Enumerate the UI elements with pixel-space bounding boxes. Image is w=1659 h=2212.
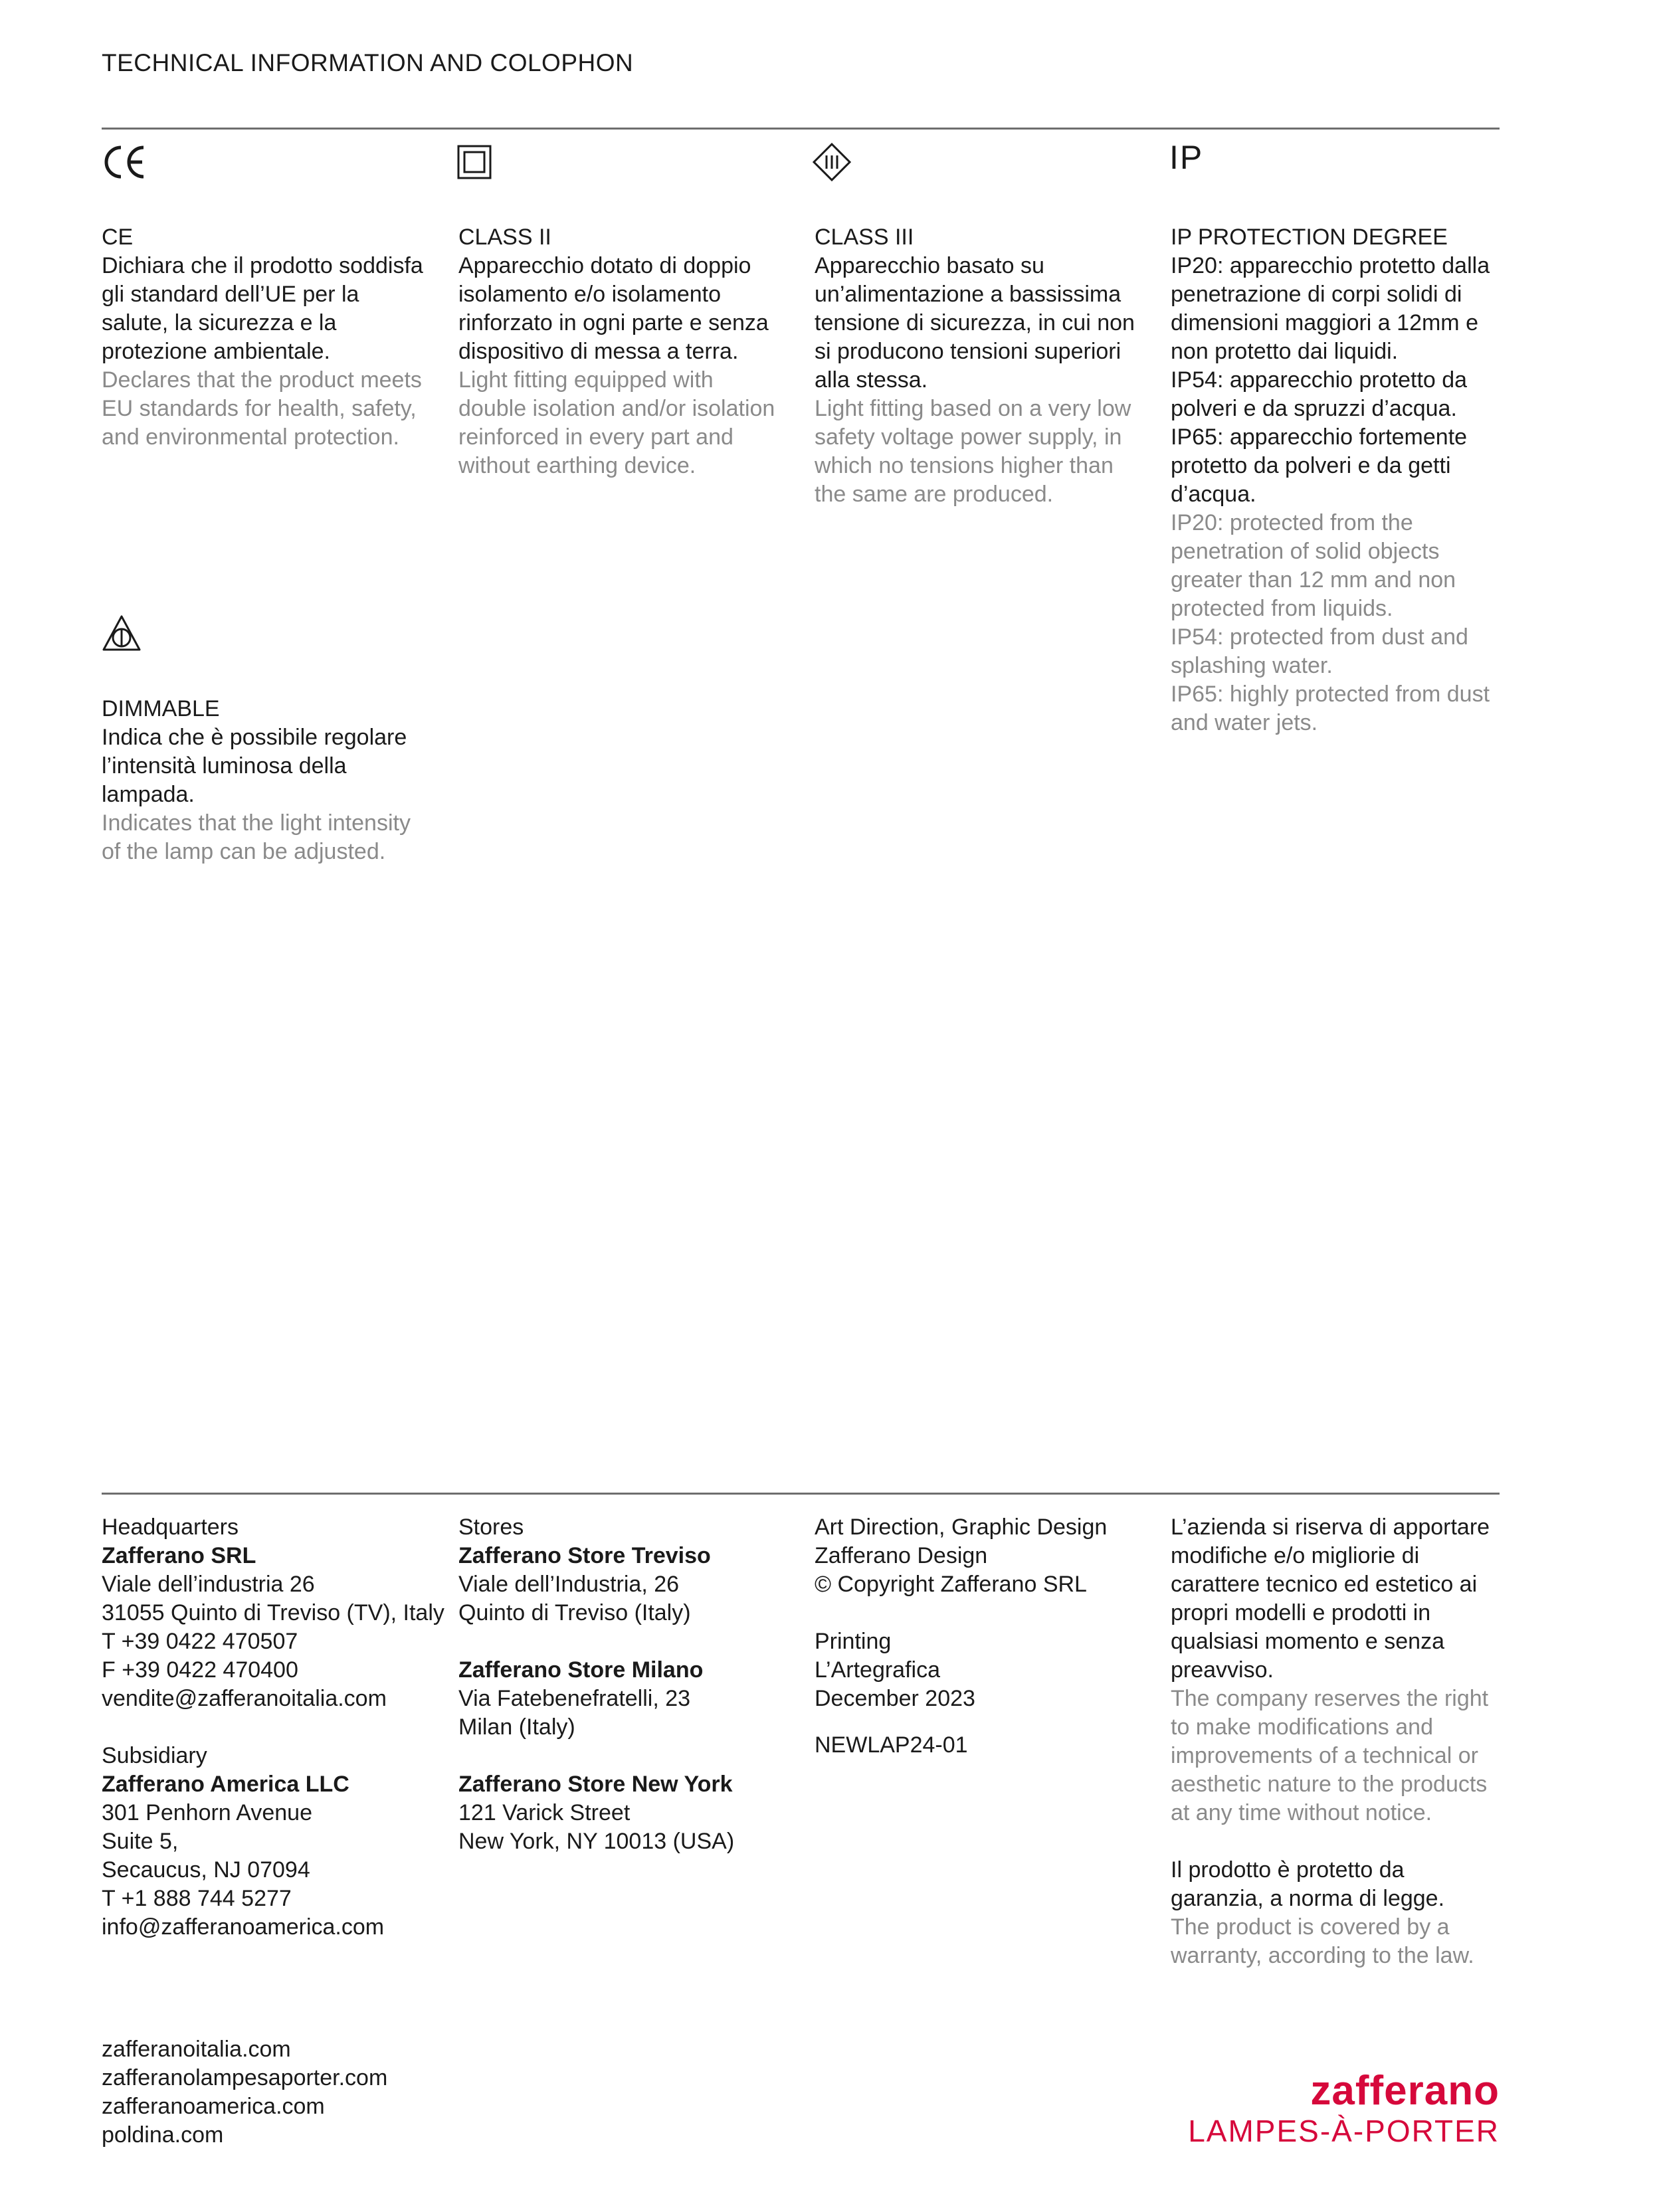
subsidiary-address1: 301 Penhorn Avenue [102, 1800, 312, 1825]
dimmable-text-en: Indicates that the light intensity of the lamp can be adjusted. [102, 810, 411, 864]
stores-block [458, 1513, 804, 1856]
warranty-text-it: Il prodotto è protetto da garanzia, a norma di legge. [1171, 1857, 1445, 1911]
headquarters-phone: T +39 0422 470507 [102, 1629, 298, 1654]
ce-mark-icon [101, 142, 147, 182]
ce-block [102, 223, 427, 452]
store-milano-line2: Milan (Italy) [458, 1714, 575, 1740]
dimmable-icon [101, 614, 142, 654]
dimmable-text-it: Indica che è possibile regolare l’intensità luminosa della lampada. [102, 725, 407, 807]
headquarters-email[interactable]: vendite@zafferanoitalia.com [102, 1686, 387, 1711]
website-link[interactable]: zafferanolampesaporter.com [102, 2065, 388, 2090]
ce-title: CE [102, 225, 134, 250]
ce-text-en: Declares that the product meets EU standards for health, safety, and environmental protection. [102, 367, 422, 450]
headquarters-company: Zafferano SRL [102, 1543, 256, 1568]
class-iii-block [815, 223, 1140, 509]
class-iii-text-en: Light fitting based on a very low safety voltage power supply, in which no tensions higher than the same are produced. [815, 396, 1131, 507]
ip20-text-it: IP20: apparecchio protetto dalla penetrazione di corpi solidi di dimensioni maggiori a 12mm e non protetto dai liquidi. [1171, 253, 1490, 364]
ip54-text-it: IP54: apparecchio protetto da polveri e da spruzzi d’acqua. [1171, 367, 1468, 421]
printer: L’Artegrafica [815, 1657, 940, 1683]
store-treviso-line1: Viale dell’Industria, 26 [458, 1572, 680, 1597]
store-milano-name: Zafferano Store Milano [458, 1657, 704, 1683]
logo-brand: zafferano [1310, 2068, 1500, 2114]
class-iii-title: CLASS III [815, 225, 914, 250]
design-credit: Zafferano Design [815, 1543, 988, 1568]
page-title: TECHNICAL INFORMATION AND COLOPHON [102, 49, 634, 76]
class-ii-title: CLASS II [458, 225, 551, 250]
headquarters-block [102, 1513, 447, 1942]
ip-block [1171, 223, 1500, 737]
class-iii-text-it: Apparecchio basato su un’alimentazione a bassissima tensione di sicurezza, in cui non si producono tensioni superiori alla stessa. [815, 253, 1135, 393]
class-iii-icon [812, 142, 852, 182]
rights-text-en: The company reserves the right to make modifications and improvements of a technical or aesthetic nature to the products at any time without notice. [1171, 1686, 1489, 1825]
dimmable-block [102, 695, 427, 866]
ip54-text-en: IP54: protected from dust and splashing water. [1171, 624, 1468, 678]
website-link[interactable]: zafferanoamerica.com [102, 2094, 325, 2119]
print-date: December 2023 [815, 1686, 975, 1711]
copyright: © Copyright Zafferano SRL [815, 1572, 1087, 1597]
ce-text-it: Dichiara che il prodotto soddisfa gli standard dell’UE per la salute, la sicurezza e la protezione ambientale. [102, 253, 423, 364]
dimmable-title: DIMMABLE [102, 696, 220, 721]
credits-block [815, 1513, 1160, 1760]
subsidiary-address2: Suite 5, [102, 1829, 179, 1854]
headquarters-fax: F +39 0422 470400 [102, 1657, 298, 1683]
store-treviso-name: Zafferano Store Treviso [458, 1543, 711, 1568]
subsidiary-phone: T +1 888 744 5277 [102, 1886, 292, 1911]
zafferano-logo [1188, 2070, 1500, 2150]
headquarters-label: Headquarters [102, 1515, 239, 1540]
printing-label: Printing [815, 1629, 892, 1654]
class-ii-block [458, 223, 784, 480]
store-newyork-name: Zafferano Store New York [458, 1772, 733, 1797]
warranty-text-en: The product is covered by a warranty, according to the law. [1171, 1914, 1474, 1968]
catalog-code: NEWLAP24-01 [815, 1732, 968, 1758]
headquarters-address1: Viale dell’industria 26 [102, 1572, 315, 1597]
art-direction: Art Direction, Graphic Design [815, 1515, 1108, 1540]
website-link[interactable]: poldina.com [102, 2122, 224, 2148]
ip-title: IP PROTECTION DEGREE [1171, 225, 1448, 250]
rights-text-it: L’azienda si riserva di apportare modifiche e/o migliorie di carattere tecnico ed estetico ai propri modelli e prodotti in qualsiasi momento e senza preavviso. [1171, 1515, 1490, 1683]
subsidiary-address3: Secaucus, NJ 07094 [102, 1857, 310, 1883]
top-divider [102, 128, 1500, 130]
subsidiary-company: Zafferano America LLC [102, 1772, 349, 1797]
stores-label: Stores [458, 1515, 524, 1540]
ip-icon: IP [1169, 139, 1204, 176]
website-link[interactable]: zafferanoitalia.com [102, 2037, 291, 2062]
websites-block [102, 2035, 447, 2150]
legal-block [1171, 1513, 1500, 1970]
ip65-text-it: IP65: apparecchio fortemente protetto da polveri e da getti d’acqua. [1171, 424, 1468, 507]
headquarters-address2: 31055 Quinto di Treviso (TV), Italy [102, 1600, 444, 1625]
store-newyork-line2: New York, NY 10013 (USA) [458, 1829, 735, 1854]
store-milano-line1: Via Fatebenefratelli, 23 [458, 1686, 691, 1711]
class-ii-text-en: Light fitting equipped with double isolation and/or isolation reinforced in every part and without earthing device. [458, 367, 775, 478]
store-treviso-line2: Quinto di Treviso (Italy) [458, 1600, 691, 1625]
class-ii-icon [457, 145, 492, 179]
store-newyork-line1: 121 Varick Street [458, 1800, 631, 1825]
subsidiary-email[interactable]: info@zafferanoamerica.com [102, 1914, 385, 1940]
ip20-text-en: IP20: protected from the penetration of solid objects greater than 12 mm and non protected from liquids. [1171, 510, 1456, 621]
ip65-text-en: IP65: highly protected from dust and water jets. [1171, 682, 1490, 735]
colophon-divider [102, 1493, 1500, 1495]
logo-tagline: LAMPES-À-PORTER [1188, 2114, 1500, 2148]
class-ii-text-it: Apparecchio dotato di doppio isolamento e/o isolamento rinforzato in ogni parte e senza dispositivo di messa a terra. [458, 253, 769, 364]
subsidiary-label: Subsidiary [102, 1743, 207, 1768]
